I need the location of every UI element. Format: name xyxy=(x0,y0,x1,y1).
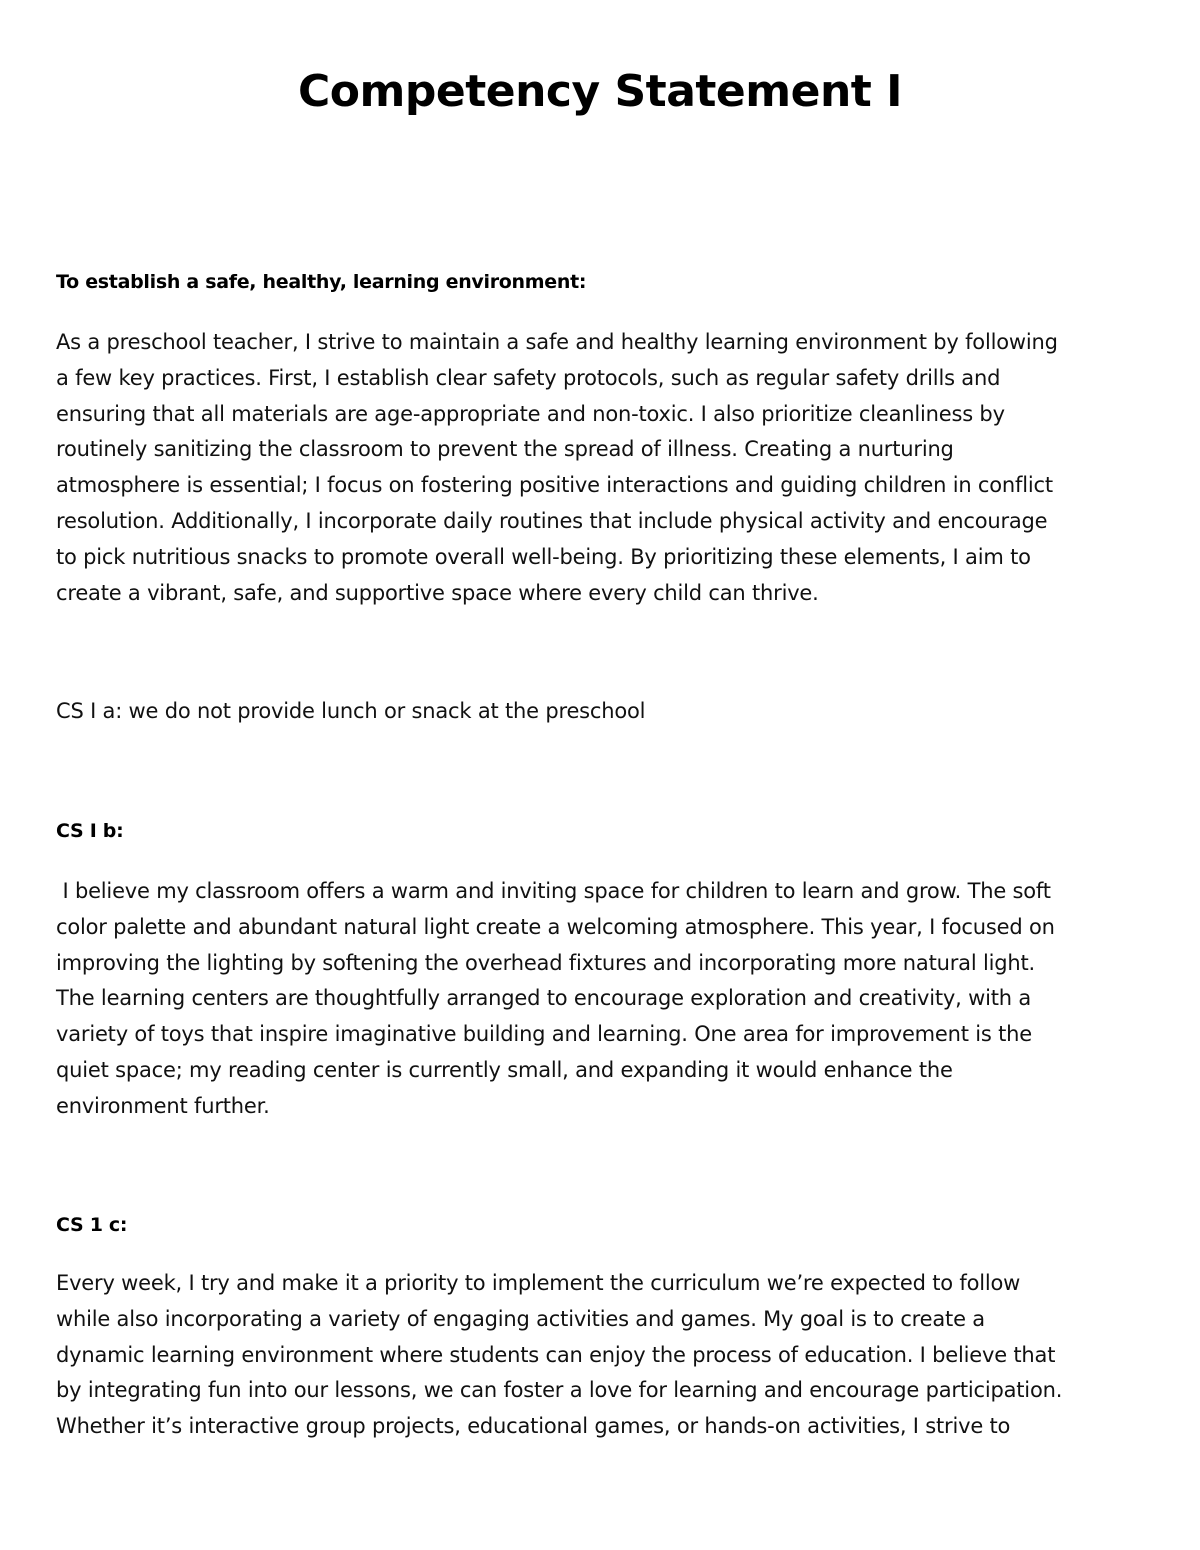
cs1b-paragraph xyxy=(56,874,1156,1125)
paragraph-line: dynamic learning environment where students can enjoy the process of education. I believe that xyxy=(56,1342,1056,1367)
paragraph-line: create a vibrant, safe, and supportive space where every child can thrive. xyxy=(56,580,819,605)
paragraph-line: Whether it’s interactive group projects, educational games, or hands-on activities, I strive to xyxy=(56,1414,1011,1439)
paragraph-line: Every week, I try and make it a priority to implement the curriculum we’re expected to follow xyxy=(56,1271,1021,1295)
paragraph-line: by integrating fun into our lessons, we can foster a love for learning and encourage participation. xyxy=(56,1378,1063,1403)
paragraph-line: while also incorporating a variety of engaging activities and games. My goal is to create a xyxy=(56,1306,985,1331)
paragraph-line: improving the lighting by softening the overhead fixtures and incorporating more natural light. xyxy=(56,950,1035,975)
cs1c-heading: CS 1 c: xyxy=(56,1214,128,1236)
cs1c-paragraph xyxy=(56,1266,1156,1445)
section-a-heading: To establish a safe, healthy, learning environment: xyxy=(56,271,587,293)
paragraph-line: resolution. Additionally, I incorporate daily routines that include physical activity and encourage xyxy=(56,508,1048,533)
paragraph-line: The learning centers are thoughtfully arranged to encourage exploration and creativity, with a xyxy=(56,986,1031,1011)
cs1b-heading: CS I b: xyxy=(56,820,124,842)
paragraph-line: a few key practices. First, I establish clear safety protocols, such as regular safety drills and xyxy=(56,365,1001,390)
paragraph-line: to pick nutritious snacks to promote overall well-being. By prioritizing these elements, I aim to xyxy=(56,544,1031,569)
paragraph-line: color palette and abundant natural light create a welcoming atmosphere. This year, I focused on xyxy=(56,914,1055,939)
paragraph-line: environment further. xyxy=(56,1093,270,1118)
section-a-paragraph xyxy=(56,325,1156,611)
paragraph-line: routinely sanitizing the classroom to prevent the spread of illness. Creating a nurturing xyxy=(56,437,954,462)
cs1a-note: CS I a: we do not provide lunch or snack at the preschool xyxy=(56,699,646,723)
paragraph-line: atmosphere is essential; I focus on fostering positive interactions and guiding children in conflict xyxy=(56,473,1053,498)
paragraph-line: variety of toys that inspire imaginative building and learning. One area for improvement is the xyxy=(56,1022,1032,1047)
paragraph-line: As a preschool teacher, I strive to maintain a safe and healthy learning environment by following xyxy=(56,330,1058,354)
paragraph-line: ensuring that all materials are age-appropriate and non-toxic. I also prioritize cleanliness by xyxy=(56,401,1005,426)
document-title: Competency Statement I xyxy=(297,66,902,117)
paragraph-line: quiet space; my reading center is currently small, and expanding it would enhance the xyxy=(56,1057,953,1082)
paragraph-line: I believe my classroom offers a warm and inviting space for children to learn and grow. The soft xyxy=(56,879,1051,903)
